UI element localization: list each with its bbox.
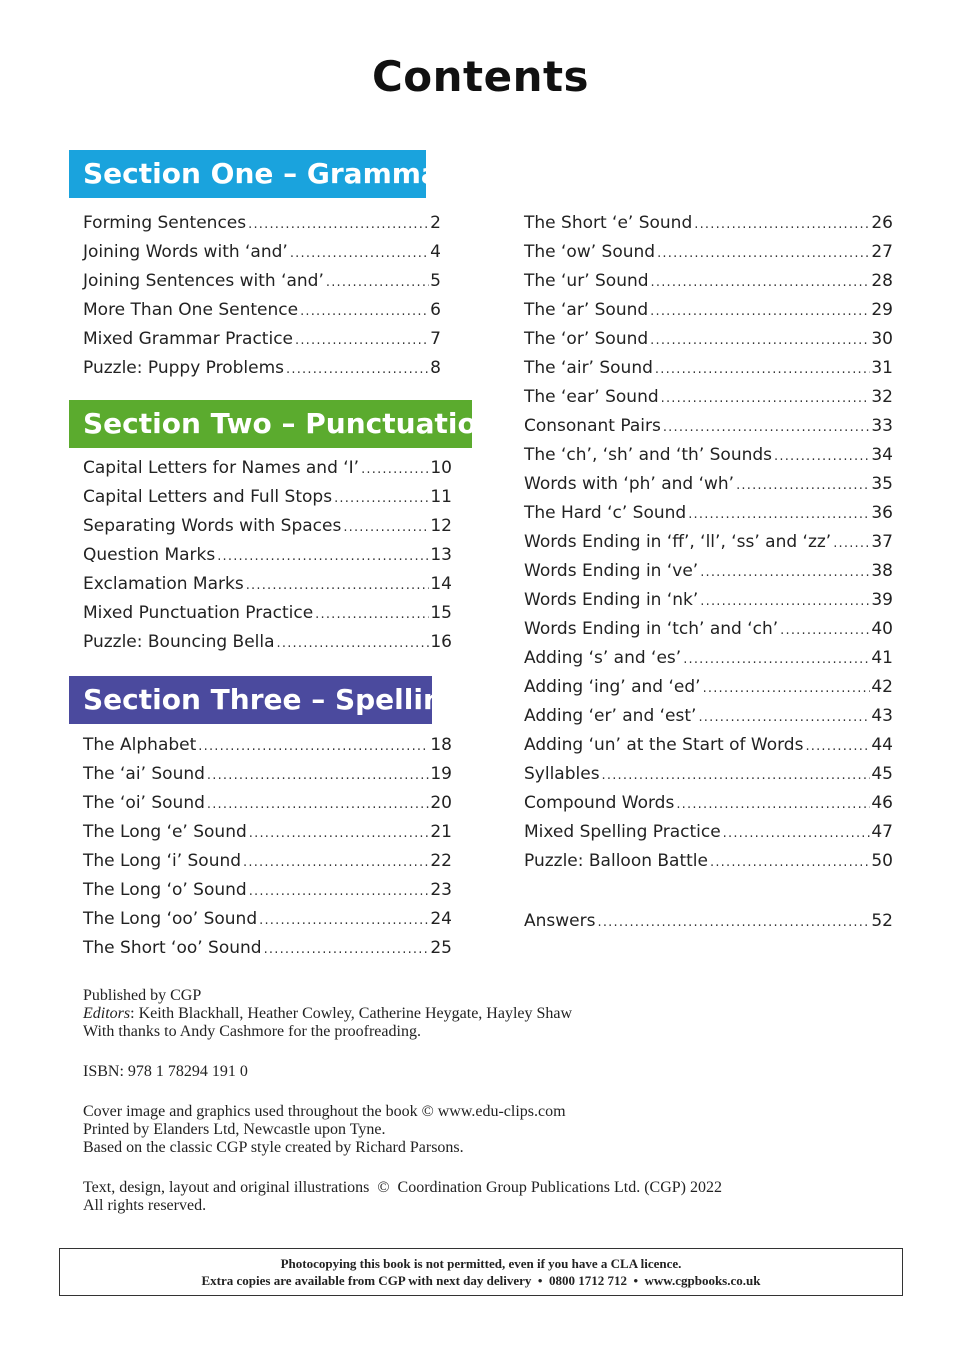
toc-label: Adding ‘un’ at the Start of Words — [524, 735, 804, 755]
toc-item[interactable] — [524, 673, 893, 702]
toc-label: The Long ‘e’ Sound — [83, 822, 247, 842]
toc-page-number: 50 — [871, 851, 893, 871]
toc-item[interactable] — [83, 483, 452, 512]
toc-item[interactable] — [83, 296, 441, 325]
toc-item[interactable] — [83, 354, 441, 383]
toc-item[interactable] — [524, 586, 893, 615]
toc-page-number: 18 — [430, 735, 452, 755]
toc-leader — [710, 848, 870, 877]
toc-item[interactable] — [83, 628, 452, 657]
toc-label: The Long ‘i’ Sound — [83, 851, 242, 871]
toc-item[interactable] — [83, 325, 441, 354]
toc-page-number: 27 — [871, 242, 893, 262]
toc-leader — [700, 558, 870, 587]
toc-item[interactable] — [83, 541, 452, 570]
answers-toc-list — [524, 907, 893, 936]
toc-leader — [207, 761, 429, 790]
toc-item[interactable] — [83, 934, 452, 963]
toc-label: Capital Letters for Names and ‘I’ — [83, 458, 360, 478]
toc-page-number: 28 — [871, 271, 893, 291]
toc-leader — [723, 819, 871, 848]
punctuation-toc-list — [83, 454, 452, 657]
toc-page-number: 47 — [871, 822, 893, 842]
toc-item[interactable] — [83, 267, 441, 296]
toc-leader — [663, 413, 871, 442]
toc-leader — [650, 326, 870, 355]
toc-item[interactable] — [83, 876, 452, 905]
toc-item[interactable] — [83, 847, 452, 876]
toc-item[interactable] — [83, 731, 452, 760]
toc-label: The ‘ow’ Sound — [524, 242, 656, 262]
toc-page-number: 38 — [871, 561, 893, 581]
toc-label: Adding ‘ing’ and ‘ed’ — [524, 677, 701, 697]
toc-leader — [805, 732, 870, 761]
toc-leader — [683, 645, 870, 674]
toc-label: Answers — [524, 911, 596, 931]
editors-line — [83, 1005, 883, 1023]
toc-label: The Long ‘oo’ Sound — [83, 909, 258, 929]
toc-item[interactable] — [524, 470, 893, 499]
toc-page-number: 10 — [430, 458, 452, 478]
toc-leader — [334, 484, 429, 513]
toc-page-number: 16 — [430, 632, 452, 652]
toc-page-number: 11 — [430, 487, 452, 507]
toc-label: Consonant Pairs — [524, 416, 661, 436]
toc-page-number: 20 — [430, 793, 452, 813]
toc-leader — [259, 906, 429, 935]
toc-leader — [290, 239, 429, 268]
toc-label: The Short ‘e’ Sound — [524, 213, 693, 233]
toc-label: Mixed Punctuation Practice — [83, 603, 314, 623]
toc-leader — [694, 210, 870, 239]
toc-label: Joining Words with ‘and’ — [83, 242, 288, 262]
toc-item[interactable] — [524, 731, 893, 760]
toc-leader — [249, 819, 430, 848]
toc-label: The ‘ear’ Sound — [524, 387, 659, 407]
toc-item[interactable] — [83, 512, 452, 541]
toc-label: The Hard ‘c’ Sound — [524, 503, 687, 523]
toc-item[interactable] — [524, 209, 893, 238]
toc-leader — [833, 529, 870, 558]
toc-label: Exclamation Marks — [83, 574, 244, 594]
toc-leader — [676, 790, 870, 819]
toc-leader — [651, 268, 871, 297]
toc-leader — [249, 877, 430, 906]
isbn-line: ISBN: 978 1 78294 191 0 — [83, 1063, 248, 1080]
toc-label: The Alphabet — [83, 735, 197, 755]
toc-leader — [774, 442, 870, 471]
toc-page-number: 13 — [430, 545, 452, 565]
toc-leader — [243, 848, 429, 877]
toc-label: Words Ending in ‘nk’ — [524, 590, 699, 610]
toc-label: The ‘air’ Sound — [524, 358, 653, 378]
toc-label: Adding ‘s’ and ‘es’ — [524, 648, 682, 668]
toc-item[interactable] — [83, 209, 441, 238]
toc-label: Words Ending in ‘ff’, ‘ll’, ‘ss’ and ‘zz’ — [524, 532, 832, 552]
toc-page-number: 40 — [871, 619, 893, 639]
toc-item[interactable] — [524, 238, 893, 267]
editors-label: Editors — [83, 1005, 131, 1022]
toc-label: The ‘ch’, ‘sh’ and ‘th’ Sounds — [524, 445, 773, 465]
toc-label: Question Marks — [83, 545, 216, 565]
toc-leader — [688, 500, 870, 529]
toc-label: The ‘oi’ Sound — [83, 793, 205, 813]
toc-page-number: 4 — [430, 242, 441, 262]
thanks-line: With thanks to Andy Cashmore for the proofreading. — [83, 1023, 421, 1040]
photocopy-notice — [59, 1248, 903, 1296]
toc-page-number: 22 — [430, 851, 452, 871]
toc-label: Puzzle: Puppy Problems — [83, 358, 285, 378]
toc-leader — [661, 384, 871, 413]
toc-label: Separating Words with Spaces — [83, 516, 342, 536]
toc-label: The ‘ur’ Sound — [524, 271, 649, 291]
toc-page-number: 52 — [871, 911, 893, 931]
toc-item[interactable] — [524, 847, 893, 876]
toc-page-number: 36 — [871, 503, 893, 523]
section-header-spelling: Section Three – Spelling — [69, 676, 432, 724]
cover-credit-line: Cover image and graphics used throughout the book © www.edu-clips.com — [83, 1103, 566, 1120]
toc-label: The ‘ai’ Sound — [83, 764, 205, 784]
toc-leader — [650, 297, 870, 326]
toc-leader — [736, 471, 870, 500]
toc-item[interactable] — [524, 383, 893, 412]
toc-page-number: 24 — [430, 909, 452, 929]
toc-page-number: 43 — [871, 706, 893, 726]
toc-leader — [246, 571, 430, 600]
toc-item[interactable] — [524, 412, 893, 441]
toc-leader — [780, 616, 870, 645]
toc-page-number: 44 — [871, 735, 893, 755]
notice-line-1: Photocopying this book is not permitted, even if you have a CLA licence. — [280, 1256, 682, 1271]
editors-names: : Keith Blackhall, Heather Cowley, Catherine Heygate, Hayley Shaw — [130, 1005, 573, 1022]
toc-label: Words Ending in ‘ve’ — [524, 561, 699, 581]
toc-label: Joining Sentences with ‘and’ — [83, 271, 324, 291]
toc-item[interactable] — [83, 570, 452, 599]
toc-item[interactable] — [83, 454, 452, 483]
toc-label: Mixed Grammar Practice — [83, 329, 293, 349]
page-title: Contents — [371, 52, 590, 101]
toc-leader — [286, 355, 429, 384]
toc-leader — [343, 513, 429, 542]
toc-label: The ‘ar’ Sound — [524, 300, 649, 320]
toc-label: Mixed Spelling Practice — [524, 822, 721, 842]
toc-label: Adding ‘er’ and ‘est’ — [524, 706, 697, 726]
toc-leader — [248, 210, 429, 239]
spelling-toc-list — [83, 731, 452, 963]
toc-label: Puzzle: Bouncing Bella — [83, 632, 275, 652]
toc-item[interactable] — [524, 354, 893, 383]
toc-leader — [207, 790, 429, 819]
toc-leader — [277, 629, 430, 658]
toc-page-number: 6 — [430, 300, 441, 320]
grammar-toc-list — [83, 209, 441, 383]
toc-label: Forming Sentences — [83, 213, 247, 233]
toc-item[interactable] — [524, 789, 893, 818]
toc-item[interactable] — [83, 905, 452, 934]
toc-page-number: 45 — [871, 764, 893, 784]
toc-item[interactable] — [83, 599, 452, 628]
spelling-toc-list-continued — [524, 209, 893, 876]
toc-item[interactable] — [524, 818, 893, 847]
notice-line-2: Extra copies are available from CGP with next day delivery • 0800 1712 712 • www.cgpbooks.co.uk — [201, 1273, 761, 1288]
section-header-punctuation: Section Two – Punctuation — [69, 400, 472, 448]
toc-item[interactable] — [83, 789, 452, 818]
toc-leader — [295, 326, 429, 355]
toc-page-number: 41 — [871, 648, 893, 668]
toc-leader — [602, 761, 871, 790]
toc-item[interactable] — [524, 615, 893, 644]
toc-leader — [198, 732, 429, 761]
toc-item[interactable] — [524, 441, 893, 470]
toc-page-number: 33 — [871, 416, 893, 436]
toc-item[interactable] — [83, 818, 452, 847]
toc-item[interactable] — [524, 528, 893, 557]
toc-label: The ‘or’ Sound — [524, 329, 649, 349]
toc-leader — [703, 674, 871, 703]
toc-item[interactable] — [524, 499, 893, 528]
toc-label: Capital Letters and Full Stops — [83, 487, 333, 507]
toc-page-number: 8 — [430, 358, 441, 378]
publisher-line: Published by CGP — [83, 987, 202, 1004]
toc-item[interactable] — [524, 644, 893, 673]
toc-page-number: 37 — [871, 532, 893, 552]
toc-leader — [700, 587, 870, 616]
toc-page-number: 46 — [871, 793, 893, 813]
toc-item[interactable] — [83, 760, 452, 789]
toc-page-number: 23 — [430, 880, 452, 900]
toc-item[interactable] — [524, 296, 893, 325]
toc-item[interactable] — [524, 557, 893, 586]
toc-label: Words Ending in ‘tch’ and ‘ch’ — [524, 619, 779, 639]
toc-leader — [597, 908, 870, 937]
imprint — [83, 987, 883, 1215]
style-credit-line: Based on the classic CGP style created by Richard Parsons. — [83, 1139, 464, 1156]
toc-item-answers[interactable] — [524, 907, 893, 936]
toc-leader — [217, 542, 429, 571]
toc-item[interactable] — [524, 325, 893, 354]
toc-label: Words with ‘ph’ and ‘wh’ — [524, 474, 735, 494]
toc-page-number: 7 — [430, 329, 441, 349]
toc-leader — [361, 455, 429, 484]
toc-page-number: 42 — [871, 677, 893, 697]
toc-leader — [326, 268, 429, 297]
toc-page-number: 14 — [430, 574, 452, 594]
toc-page-number: 2 — [430, 213, 441, 233]
toc-item[interactable] — [524, 760, 893, 789]
toc-leader — [657, 239, 870, 268]
toc-label: Compound Words — [524, 793, 675, 813]
printer-line: Printed by Elanders Ltd, Newcastle upon Tyne. — [83, 1121, 386, 1138]
toc-item[interactable] — [524, 267, 893, 296]
toc-label: Puzzle: Balloon Battle — [524, 851, 708, 871]
toc-page-number: 29 — [871, 300, 893, 320]
toc-leader — [315, 600, 429, 629]
toc-label: More Than One Sentence — [83, 300, 299, 320]
toc-page-number: 19 — [430, 764, 452, 784]
toc-leader — [698, 703, 870, 732]
section-header-grammar: Section One – Grammar — [69, 150, 426, 198]
toc-item[interactable] — [83, 238, 441, 267]
toc-page-number: 26 — [871, 213, 893, 233]
toc-item[interactable] — [524, 702, 893, 731]
toc-page-number: 39 — [871, 590, 893, 610]
toc-page-number: 12 — [430, 516, 452, 536]
toc-page-number: 25 — [430, 938, 452, 958]
toc-label: Syllables — [524, 764, 600, 784]
rights-line: All rights reserved. — [83, 1197, 207, 1214]
toc-leader — [264, 935, 430, 964]
copyright-line: Text, design, layout and original illustrations © Coordination Group Publications Ltd. (CGP) 2022 — [83, 1179, 722, 1196]
toc-page-number: 30 — [871, 329, 893, 349]
toc-leader — [300, 297, 429, 326]
toc-page-number: 34 — [871, 445, 893, 465]
toc-page-number: 32 — [871, 387, 893, 407]
toc-page-number: 31 — [871, 358, 893, 378]
toc-page-number: 35 — [871, 474, 893, 494]
toc-label: The Short ‘oo’ Sound — [83, 938, 262, 958]
toc-page-number: 15 — [430, 603, 452, 623]
toc-page-number: 21 — [430, 822, 452, 842]
toc-page-number: 5 — [430, 271, 441, 291]
toc-label: The Long ‘o’ Sound — [83, 880, 247, 900]
toc-leader — [655, 355, 870, 384]
